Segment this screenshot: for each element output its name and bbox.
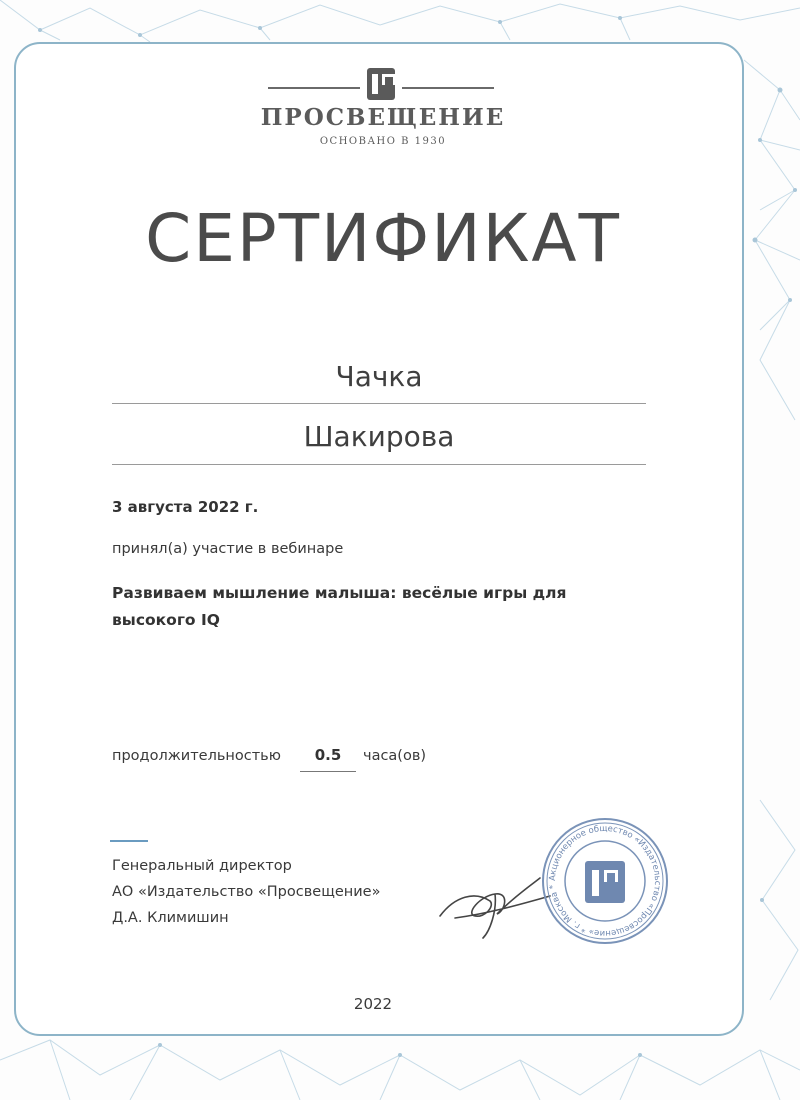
webinar-title-line-2: высокого IQ: [112, 611, 220, 629]
logo-divider-left: [268, 87, 360, 89]
duration-unit: часа(ов): [363, 748, 427, 764]
webinar-title: [112, 580, 672, 634]
certificate-title: СЕРТИФИКАТ: [145, 200, 621, 277]
logo-divider-right: [402, 87, 494, 89]
footer-year: 2022: [353, 995, 393, 1013]
recipient-last-name: Шакирова: [303, 420, 455, 453]
publisher-logo: [0, 58, 800, 148]
handwritten-signature: [435, 856, 555, 946]
recipient-first-name: Чачка: [335, 360, 423, 393]
publisher-name: ПРОСВЕЩЕНИЕ: [260, 104, 506, 131]
seal-text: Акционерное общество «Издательство «Просвещение» * г. Москва *: [547, 823, 663, 939]
event-date: 3 августа 2022 г.: [112, 498, 259, 516]
duration-label: продолжительностью: [112, 748, 281, 764]
signatory-name: Д.А. Климишин: [112, 910, 229, 926]
last-name-underline: [112, 464, 646, 465]
first-name-underline: [112, 403, 646, 404]
duration-underline: [300, 771, 356, 772]
webinar-title-line-1: Развиваем мышление малыша: весёлые игры для: [112, 584, 567, 602]
participation-text: принял(а) участие в вебинаре: [112, 541, 344, 557]
duration-value: 0.5: [314, 746, 342, 764]
signatory-position: Генеральный директор: [112, 858, 292, 874]
company-seal: [540, 816, 670, 946]
publisher-emblem-icon: [367, 68, 395, 100]
signatory-accent-line: [110, 840, 148, 842]
signatory-company: АО «Издательство «Просвещение»: [112, 884, 381, 900]
publisher-founded: ОСНОВАНО В 1930: [319, 136, 447, 147]
